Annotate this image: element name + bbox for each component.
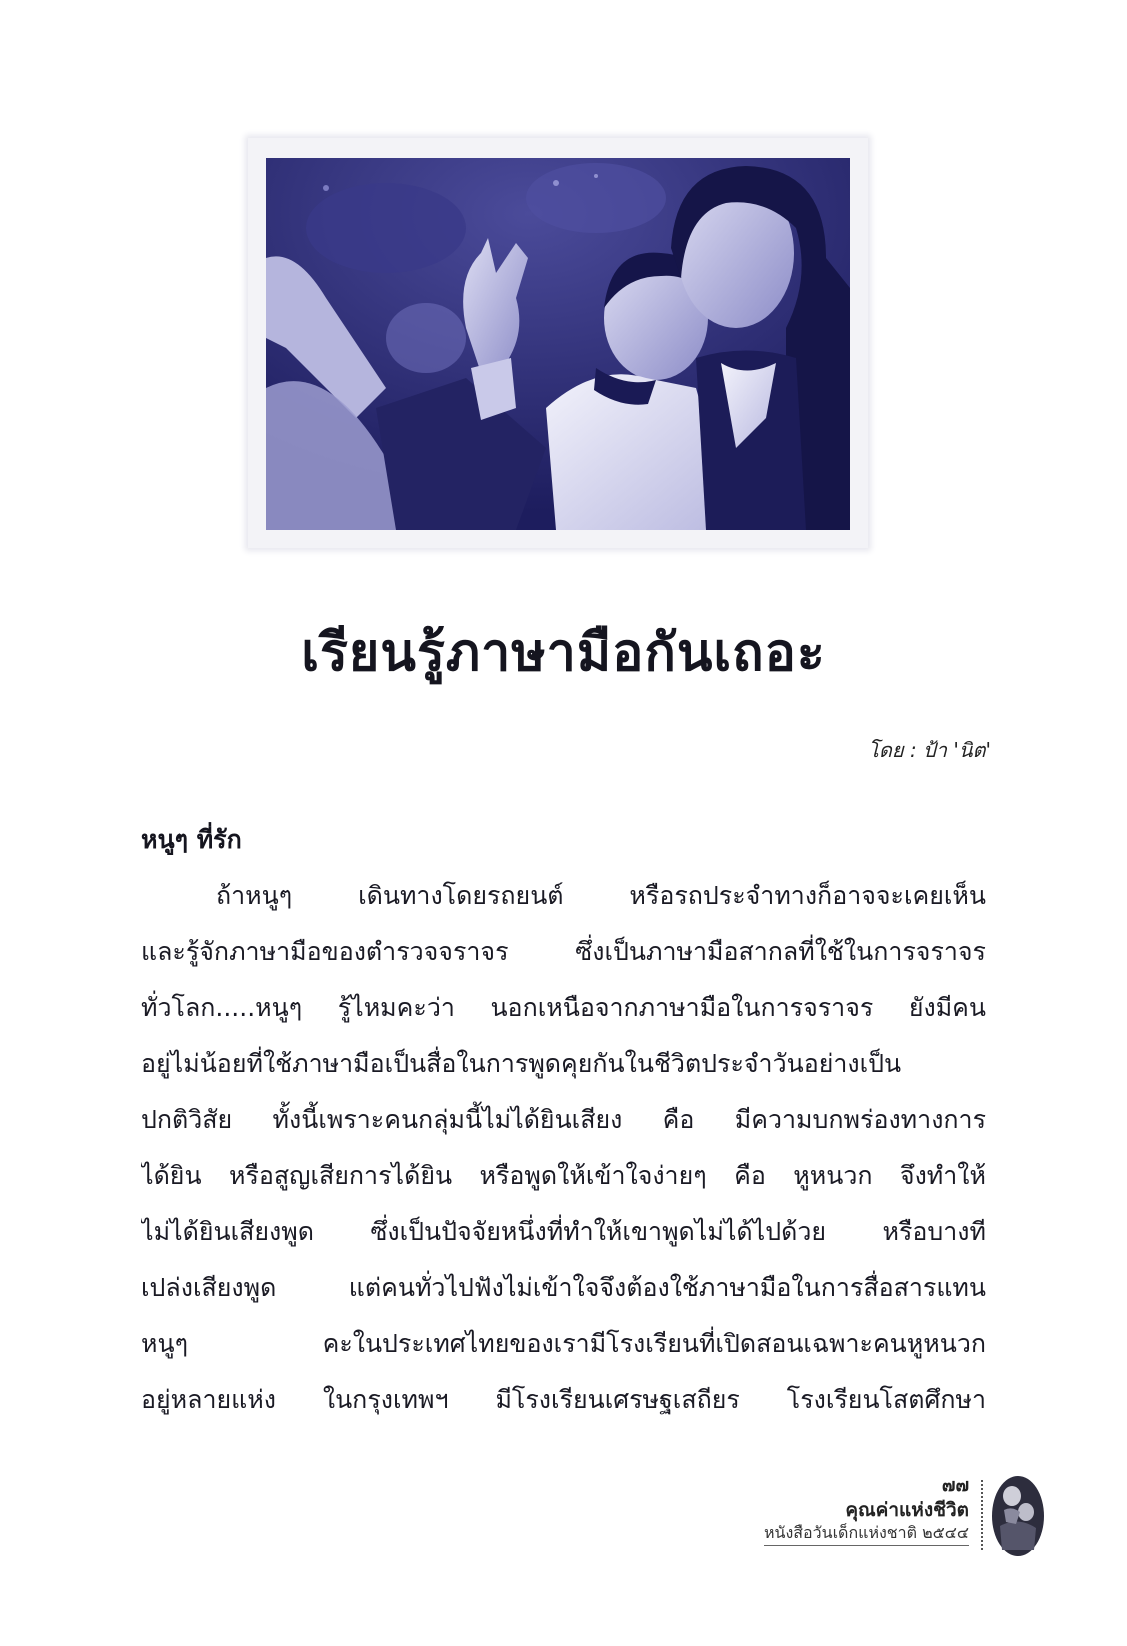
body-line: หนูๆ คะในประเทศไทยของเรามีโรงเรียนที่เปิดสอนเฉพาะคนหูหนวก: [141, 1329, 986, 1358]
article-photo: [266, 158, 850, 530]
photo-illustration: [266, 158, 850, 530]
greeting: หนูๆ ที่รัก: [141, 825, 242, 854]
book-title: คุณค่าแห่งชีวิต: [845, 1499, 969, 1521]
body-line: และรู้จักภาษามือของตำรวจจราจร ซึ่งเป็นภาษามือสากลที่ใช้ในการจราจร: [141, 937, 986, 966]
article-body: [141, 868, 986, 1428]
body-line: ปกติวิสัย ทั้งนี้เพราะคนกลุ่มนี้ไม่ได้ยินเสียง คือ มีความบกพร่องทางการ: [141, 1105, 986, 1134]
photo-frame: [248, 138, 868, 548]
body-line: อยู่ไม่น้อยที่ใช้ภาษามือเป็นสื่อในการพูดคุยกันในชีวิตประจำวันอย่างเป็น: [141, 1049, 902, 1078]
footer-divider: [981, 1480, 983, 1550]
body-line: ถ้าหนูๆ เดินทางโดยรถยนต์ หรือรถประจำทางก็อาจจะเคยเห็น: [216, 881, 986, 910]
body-line: ไม่ได้ยินเสียงพูด ซึ่งเป็นปัจจัยหนึ่งที่ทำให้เขาพูดไม่ได้ไปด้วย หรือบางที: [141, 1217, 986, 1246]
page-footer: [764, 1475, 969, 1546]
children-emblem-icon: [990, 1466, 1046, 1558]
article-byline: โดย : ป้า 'นิต': [868, 738, 991, 762]
book-subtitle: หนังสือวันเด็กแห่งชาติ ๒๕๔๔: [764, 1523, 969, 1546]
article-title: เรียนรู้ภาษามือกันเถอะ: [301, 622, 826, 683]
page-number: ๗๗: [941, 1475, 969, 1496]
body-line: ทั่วโลก.....หนูๆ รู้ไหมคะว่า นอกเหนือจากภาษามือในการจราจร ยังมีคน: [141, 993, 986, 1022]
body-line: เปล่งเสียงพูด แต่คนทั่วไปฟังไม่เข้าใจจึงต้องใช้ภาษามือในการสื่อสารแทน: [141, 1273, 986, 1302]
body-line: ได้ยิน หรือสูญเสียการได้ยิน หรือพูดให้เข้าใจง่ายๆ คือ หูหนวก จึงทำให้: [141, 1161, 986, 1190]
body-line: อยู่หลายแห่ง ในกรุงเทพฯ มีโรงเรียนเศรษฐเสถียร โรงเรียนโสตศึกษา: [141, 1385, 986, 1414]
